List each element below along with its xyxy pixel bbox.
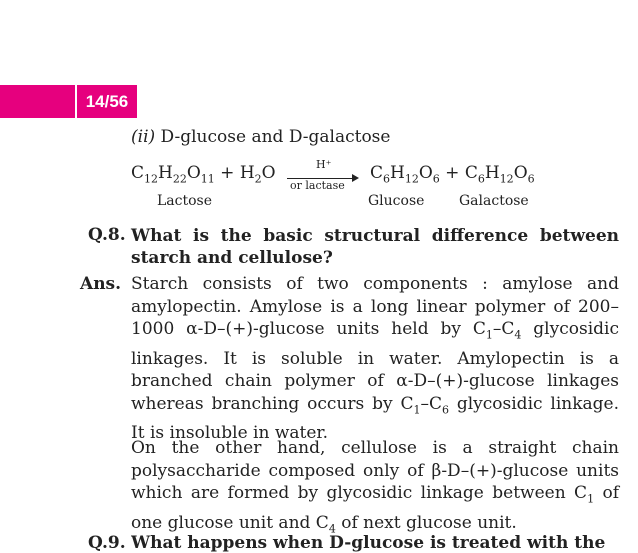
reactant-lactose-formula: $C_{12}H_{22}O_{11} + H_2O$ [131, 163, 276, 186]
reaction-condition-catalyst: H⁺ [316, 158, 332, 171]
question-9-text: What happens when D-glucose is treated with the [131, 533, 606, 553]
page-number: 14/56 [77, 85, 137, 118]
label-lactose: Lactose [157, 193, 213, 209]
question-9-number: Q.9. [88, 533, 126, 553]
part-label: (ii) [131, 127, 156, 147]
products-formula: $C_6H_{12}O_6 + C_6H_{12}O_6$ [370, 163, 535, 186]
answer-label: Ans. [80, 274, 122, 294]
label-glucose: Glucose [368, 193, 425, 209]
answer-paragraph-cellulose: On the other hand, cellulose is a straight chain polysaccharide composed only of β-D–(+)-glucose units which are formed by glycosidic linkage between $C_1$ of one glucose unit and $C_4$ of next glucose unit. [131, 438, 619, 535]
part-text: D-glucose and D-galactose [155, 127, 391, 147]
reaction-arrow-head [352, 174, 359, 182]
part-heading [131, 127, 390, 147]
header-band [0, 85, 75, 118]
label-galactose: Galactose [459, 193, 529, 209]
answer-paragraph-starch: Starch consists of two components : amylose and amylopectin. Amylose is a long linear polymer of 200–1000 α-D–(+)-glucose units held by $C_1-C_4$ glycosidic linkages. It is soluble in water. Amylopectin is a branched chain polymer of α-D–(+)-glucose linkages whereas branching occurs by $C_1-C_6$ glycosidic linkage. It is insoluble in water. [131, 274, 619, 443]
question-8-number: Q.8. [88, 225, 126, 245]
question-8-text: What is the basic structural difference between starch and cellulose? [131, 226, 619, 268]
reaction-condition-enzyme: or lactase [290, 179, 345, 192]
